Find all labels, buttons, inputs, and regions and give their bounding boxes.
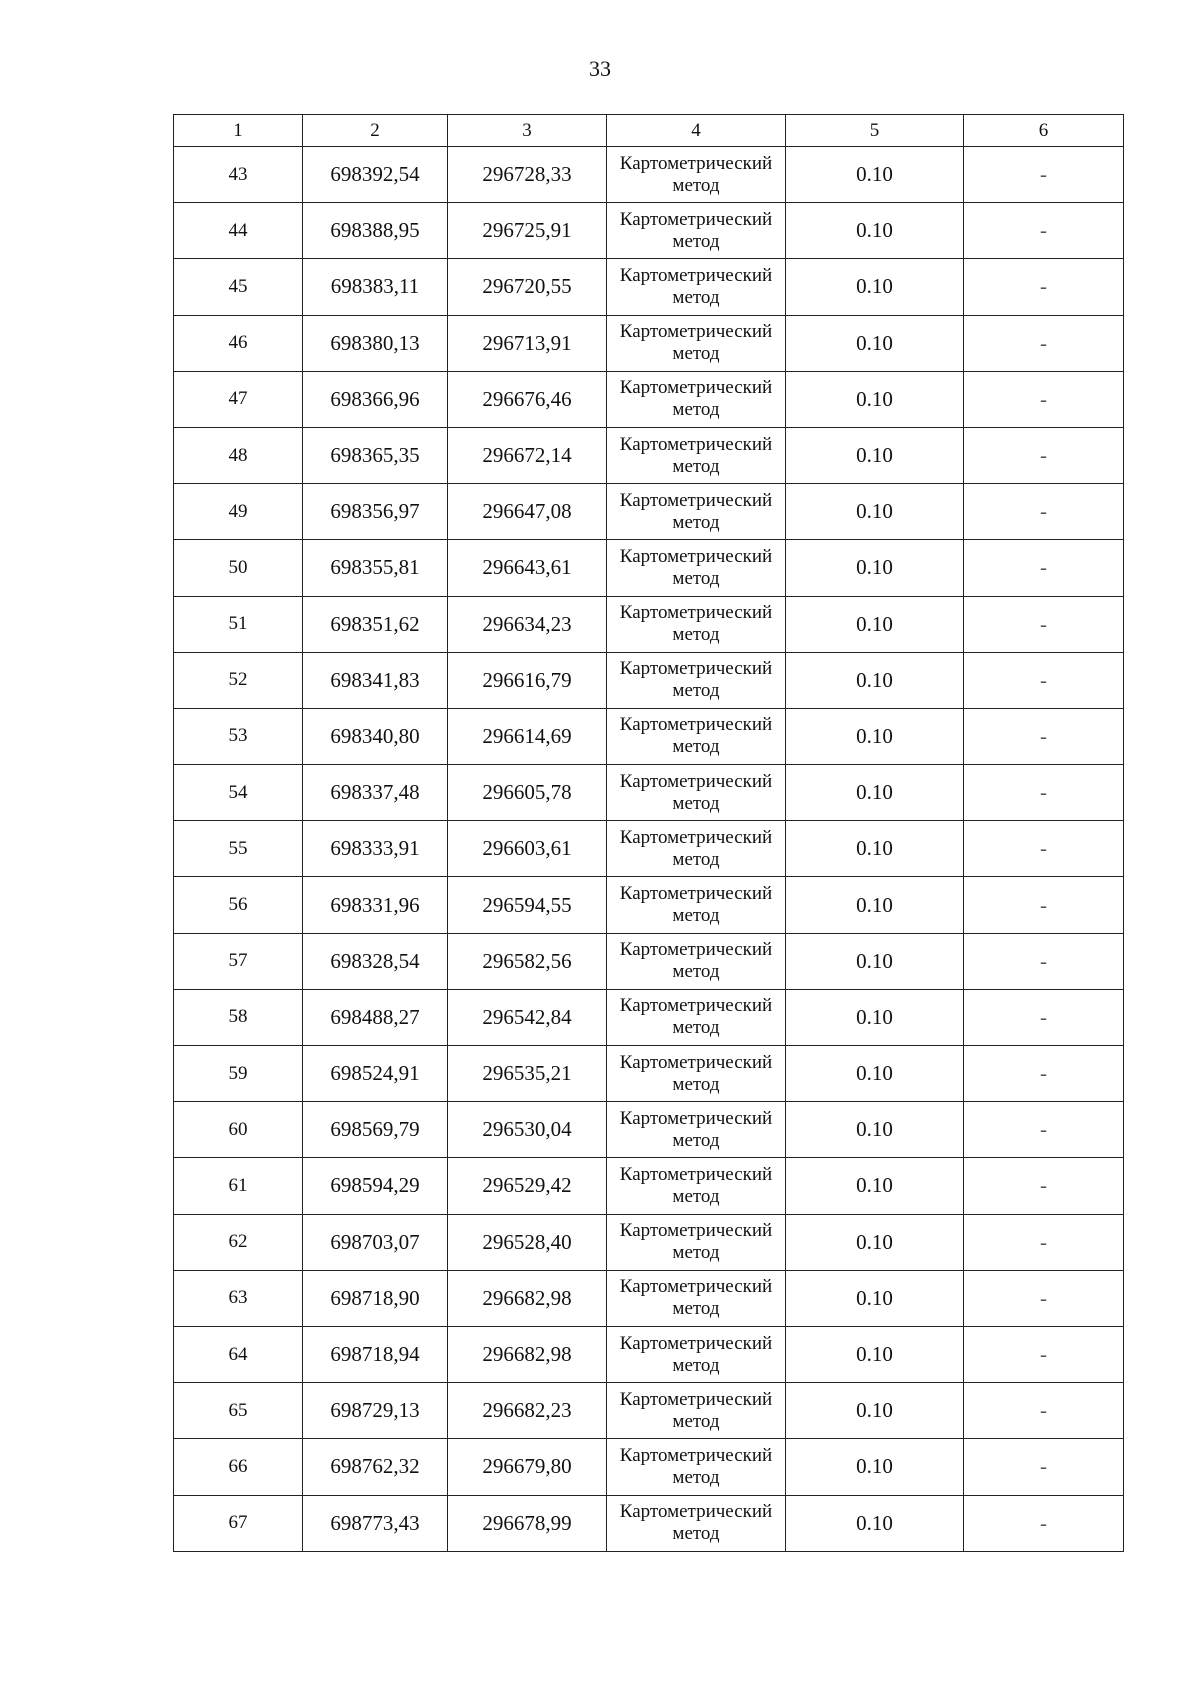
point-number-cell: 61	[174, 1158, 303, 1214]
method-line-2: метод	[672, 848, 720, 870]
table-row	[174, 877, 1124, 933]
table-row	[174, 1158, 1124, 1214]
x-coordinate-cell: 698524,91	[303, 1046, 448, 1102]
method-line-1: Картометрический	[619, 1276, 773, 1298]
y-coordinate-cell: 296728,33	[448, 147, 607, 203]
y-coordinate-cell: 296603,61	[448, 821, 607, 877]
x-coordinate-cell: 698356,97	[303, 484, 448, 540]
method-cell	[607, 315, 786, 371]
accuracy-cell: 0.10	[786, 371, 964, 427]
y-coordinate-cell: 296682,23	[448, 1383, 607, 1439]
method-line-2: метод	[672, 455, 720, 477]
x-coordinate-cell: 698351,62	[303, 596, 448, 652]
y-coordinate-cell: 296594,55	[448, 877, 607, 933]
y-coordinate-cell: 296682,98	[448, 1270, 607, 1326]
point-number-cell: 44	[174, 203, 303, 259]
method-line-2: метод	[672, 736, 720, 758]
method-line-1: Картометрический	[619, 1163, 773, 1185]
description-cell: -	[964, 596, 1124, 652]
column-header: 4	[607, 115, 786, 147]
y-coordinate-cell: 296542,84	[448, 989, 607, 1045]
y-coordinate-cell: 296643,61	[448, 540, 607, 596]
description-cell: -	[964, 1439, 1124, 1495]
method-line-1: Картометрический	[619, 714, 773, 736]
accuracy-cell: 0.10	[786, 933, 964, 989]
accuracy-cell: 0.10	[786, 1102, 964, 1158]
method-line-1: Картометрический	[619, 770, 773, 792]
y-coordinate-cell: 296679,80	[448, 1439, 607, 1495]
point-number-cell: 67	[174, 1495, 303, 1551]
point-number-cell: 52	[174, 652, 303, 708]
method-line-2: метод	[672, 174, 720, 196]
table-row	[174, 1102, 1124, 1158]
column-header: 6	[964, 115, 1124, 147]
method-line-2: метод	[672, 286, 720, 308]
method-line-1: Картометрический	[619, 1051, 773, 1073]
accuracy-cell: 0.10	[786, 765, 964, 821]
method-line-1: Картометрический	[619, 1107, 773, 1129]
description-cell: -	[964, 484, 1124, 540]
method-line-1: Картометрический	[619, 602, 773, 624]
description-cell: -	[964, 1270, 1124, 1326]
y-coordinate-cell: 296678,99	[448, 1495, 607, 1551]
table-body	[174, 147, 1124, 1552]
table-row	[174, 1214, 1124, 1270]
point-number-cell: 56	[174, 877, 303, 933]
x-coordinate-cell: 698729,13	[303, 1383, 448, 1439]
method-cell	[607, 1214, 786, 1270]
y-coordinate-cell: 296614,69	[448, 708, 607, 764]
y-coordinate-cell: 296529,42	[448, 1158, 607, 1214]
table-row	[174, 652, 1124, 708]
x-coordinate-cell: 698337,48	[303, 765, 448, 821]
accuracy-cell: 0.10	[786, 1383, 964, 1439]
accuracy-cell: 0.10	[786, 315, 964, 371]
coordinates-table	[173, 114, 1124, 1552]
method-line-2: метод	[672, 1017, 720, 1039]
method-line-2: метод	[672, 961, 720, 983]
description-cell: -	[964, 1326, 1124, 1382]
point-number-cell: 62	[174, 1214, 303, 1270]
accuracy-cell: 0.10	[786, 540, 964, 596]
x-coordinate-cell: 698392,54	[303, 147, 448, 203]
description-cell: -	[964, 1383, 1124, 1439]
description-cell: -	[964, 371, 1124, 427]
method-cell	[607, 708, 786, 764]
header-row	[174, 115, 1124, 147]
x-coordinate-cell: 698569,79	[303, 1102, 448, 1158]
x-coordinate-cell: 698340,80	[303, 708, 448, 764]
method-line-2: метод	[672, 1073, 720, 1095]
y-coordinate-cell: 296647,08	[448, 484, 607, 540]
x-coordinate-cell: 698333,91	[303, 821, 448, 877]
table-row	[174, 596, 1124, 652]
y-coordinate-cell: 296605,78	[448, 765, 607, 821]
method-line-2: метод	[672, 343, 720, 365]
point-number-cell: 53	[174, 708, 303, 764]
table-row	[174, 933, 1124, 989]
description-cell: -	[964, 989, 1124, 1045]
x-coordinate-cell: 698380,13	[303, 315, 448, 371]
table-row	[174, 147, 1124, 203]
y-coordinate-cell: 296713,91	[448, 315, 607, 371]
point-number-cell: 46	[174, 315, 303, 371]
method-cell	[607, 1383, 786, 1439]
x-coordinate-cell: 698365,35	[303, 427, 448, 483]
description-cell: -	[964, 203, 1124, 259]
description-cell: -	[964, 933, 1124, 989]
accuracy-cell: 0.10	[786, 147, 964, 203]
accuracy-cell: 0.10	[786, 821, 964, 877]
table-row	[174, 371, 1124, 427]
x-coordinate-cell: 698383,11	[303, 259, 448, 315]
method-cell	[607, 1046, 786, 1102]
column-header: 2	[303, 115, 448, 147]
table-row	[174, 259, 1124, 315]
column-header: 3	[448, 115, 607, 147]
point-number-cell: 43	[174, 147, 303, 203]
method-line-2: метод	[672, 1354, 720, 1376]
description-cell: -	[964, 708, 1124, 764]
method-cell	[607, 1158, 786, 1214]
accuracy-cell: 0.10	[786, 203, 964, 259]
accuracy-cell: 0.10	[786, 877, 964, 933]
method-line-2: метод	[672, 567, 720, 589]
method-cell	[607, 147, 786, 203]
point-number-cell: 57	[174, 933, 303, 989]
method-cell	[607, 484, 786, 540]
description-cell: -	[964, 652, 1124, 708]
method-line-1: Картометрический	[619, 995, 773, 1017]
point-number-cell: 49	[174, 484, 303, 540]
point-number-cell: 63	[174, 1270, 303, 1326]
method-line-2: метод	[672, 905, 720, 927]
table-row	[174, 1495, 1124, 1551]
method-line-2: метод	[672, 1466, 720, 1488]
x-coordinate-cell: 698703,07	[303, 1214, 448, 1270]
table-row	[174, 765, 1124, 821]
method-line-1: Картометрический	[619, 264, 773, 286]
method-cell	[607, 540, 786, 596]
table-row	[174, 821, 1124, 877]
description-cell: -	[964, 1214, 1124, 1270]
method-cell	[607, 371, 786, 427]
method-line-2: метод	[672, 230, 720, 252]
column-header: 5	[786, 115, 964, 147]
point-number-cell: 65	[174, 1383, 303, 1439]
accuracy-cell: 0.10	[786, 1495, 964, 1551]
table-row	[174, 989, 1124, 1045]
point-number-cell: 64	[174, 1326, 303, 1382]
method-line-1: Картометрический	[619, 433, 773, 455]
table-row	[174, 1270, 1124, 1326]
method-cell	[607, 765, 786, 821]
description-cell: -	[964, 1102, 1124, 1158]
method-line-2: метод	[672, 1185, 720, 1207]
method-line-1: Картометрический	[619, 489, 773, 511]
accuracy-cell: 0.10	[786, 1270, 964, 1326]
method-line-2: метод	[672, 1129, 720, 1151]
method-cell	[607, 1495, 786, 1551]
table-header	[174, 115, 1124, 147]
description-cell: -	[964, 821, 1124, 877]
table-row	[174, 1046, 1124, 1102]
point-number-cell: 59	[174, 1046, 303, 1102]
description-cell: -	[964, 1158, 1124, 1214]
x-coordinate-cell: 698355,81	[303, 540, 448, 596]
method-line-2: метод	[672, 511, 720, 533]
x-coordinate-cell: 698331,96	[303, 877, 448, 933]
method-line-2: метод	[672, 680, 720, 702]
method-line-2: метод	[672, 624, 720, 646]
x-coordinate-cell: 698488,27	[303, 989, 448, 1045]
table-row	[174, 1383, 1124, 1439]
x-coordinate-cell: 698328,54	[303, 933, 448, 989]
y-coordinate-cell: 296582,56	[448, 933, 607, 989]
x-coordinate-cell: 698341,83	[303, 652, 448, 708]
method-line-1: Картометрический	[619, 545, 773, 567]
table-row	[174, 203, 1124, 259]
y-coordinate-cell: 296535,21	[448, 1046, 607, 1102]
description-cell: -	[964, 1495, 1124, 1551]
table-row	[174, 540, 1124, 596]
column-header: 1	[174, 115, 303, 147]
table-row	[174, 708, 1124, 764]
accuracy-cell: 0.10	[786, 708, 964, 764]
x-coordinate-cell: 698718,90	[303, 1270, 448, 1326]
method-line-1: Картометрический	[619, 1332, 773, 1354]
point-number-cell: 58	[174, 989, 303, 1045]
table-row	[174, 1326, 1124, 1382]
point-number-cell: 45	[174, 259, 303, 315]
x-coordinate-cell: 698762,32	[303, 1439, 448, 1495]
method-line-2: метод	[672, 1410, 720, 1432]
x-coordinate-cell: 698718,94	[303, 1326, 448, 1382]
method-line-1: Картометрический	[619, 883, 773, 905]
method-cell	[607, 652, 786, 708]
method-cell	[607, 1326, 786, 1382]
y-coordinate-cell: 296725,91	[448, 203, 607, 259]
y-coordinate-cell: 296672,14	[448, 427, 607, 483]
method-line-2: метод	[672, 399, 720, 421]
method-cell	[607, 427, 786, 483]
accuracy-cell: 0.10	[786, 484, 964, 540]
method-line-1: Картометрический	[619, 939, 773, 961]
accuracy-cell: 0.10	[786, 259, 964, 315]
point-number-cell: 51	[174, 596, 303, 652]
point-number-cell: 54	[174, 765, 303, 821]
method-cell	[607, 989, 786, 1045]
method-cell	[607, 1439, 786, 1495]
accuracy-cell: 0.10	[786, 1439, 964, 1495]
method-line-1: Картометрический	[619, 826, 773, 848]
page-number: 33	[589, 56, 611, 81]
y-coordinate-cell: 296682,98	[448, 1326, 607, 1382]
point-number-cell: 66	[174, 1439, 303, 1495]
description-cell: -	[964, 259, 1124, 315]
method-line-1: Картометрический	[619, 1444, 773, 1466]
description-cell: -	[964, 315, 1124, 371]
point-number-cell: 47	[174, 371, 303, 427]
accuracy-cell: 0.10	[786, 1214, 964, 1270]
x-coordinate-cell: 698388,95	[303, 203, 448, 259]
table-row	[174, 484, 1124, 540]
method-line-2: метод	[672, 1242, 720, 1264]
accuracy-cell: 0.10	[786, 652, 964, 708]
accuracy-cell: 0.10	[786, 1046, 964, 1102]
table-row	[174, 315, 1124, 371]
description-cell: -	[964, 427, 1124, 483]
y-coordinate-cell: 296634,23	[448, 596, 607, 652]
method-line-1: Картометрический	[619, 1501, 773, 1523]
method-line-1: Картометрический	[619, 1388, 773, 1410]
description-cell: -	[964, 1046, 1124, 1102]
point-number-cell: 48	[174, 427, 303, 483]
point-number-cell: 50	[174, 540, 303, 596]
method-line-2: метод	[672, 1298, 720, 1320]
method-line-2: метод	[672, 792, 720, 814]
method-cell	[607, 1270, 786, 1326]
y-coordinate-cell: 296720,55	[448, 259, 607, 315]
method-line-1: Картометрический	[619, 377, 773, 399]
method-cell	[607, 877, 786, 933]
y-coordinate-cell: 296676,46	[448, 371, 607, 427]
method-cell	[607, 203, 786, 259]
accuracy-cell: 0.10	[786, 596, 964, 652]
point-number-cell: 55	[174, 821, 303, 877]
description-cell: -	[964, 877, 1124, 933]
description-cell: -	[964, 540, 1124, 596]
method-line-2: метод	[672, 1523, 720, 1545]
point-number-cell: 60	[174, 1102, 303, 1158]
description-cell: -	[964, 765, 1124, 821]
x-coordinate-cell: 698773,43	[303, 1495, 448, 1551]
x-coordinate-cell: 698594,29	[303, 1158, 448, 1214]
table-row	[174, 1439, 1124, 1495]
y-coordinate-cell: 296530,04	[448, 1102, 607, 1158]
x-coordinate-cell: 698366,96	[303, 371, 448, 427]
method-cell	[607, 933, 786, 989]
method-cell	[607, 596, 786, 652]
method-line-1: Картометрический	[619, 152, 773, 174]
accuracy-cell: 0.10	[786, 427, 964, 483]
y-coordinate-cell: 296528,40	[448, 1214, 607, 1270]
accuracy-cell: 0.10	[786, 1326, 964, 1382]
method-line-1: Картометрический	[619, 321, 773, 343]
method-line-1: Картометрический	[619, 658, 773, 680]
description-cell: -	[964, 147, 1124, 203]
method-cell	[607, 259, 786, 315]
method-line-1: Картометрический	[619, 208, 773, 230]
accuracy-cell: 0.10	[786, 989, 964, 1045]
y-coordinate-cell: 296616,79	[448, 652, 607, 708]
method-cell	[607, 821, 786, 877]
method-line-1: Картометрический	[619, 1220, 773, 1242]
table-row	[174, 427, 1124, 483]
method-cell	[607, 1102, 786, 1158]
accuracy-cell: 0.10	[786, 1158, 964, 1214]
